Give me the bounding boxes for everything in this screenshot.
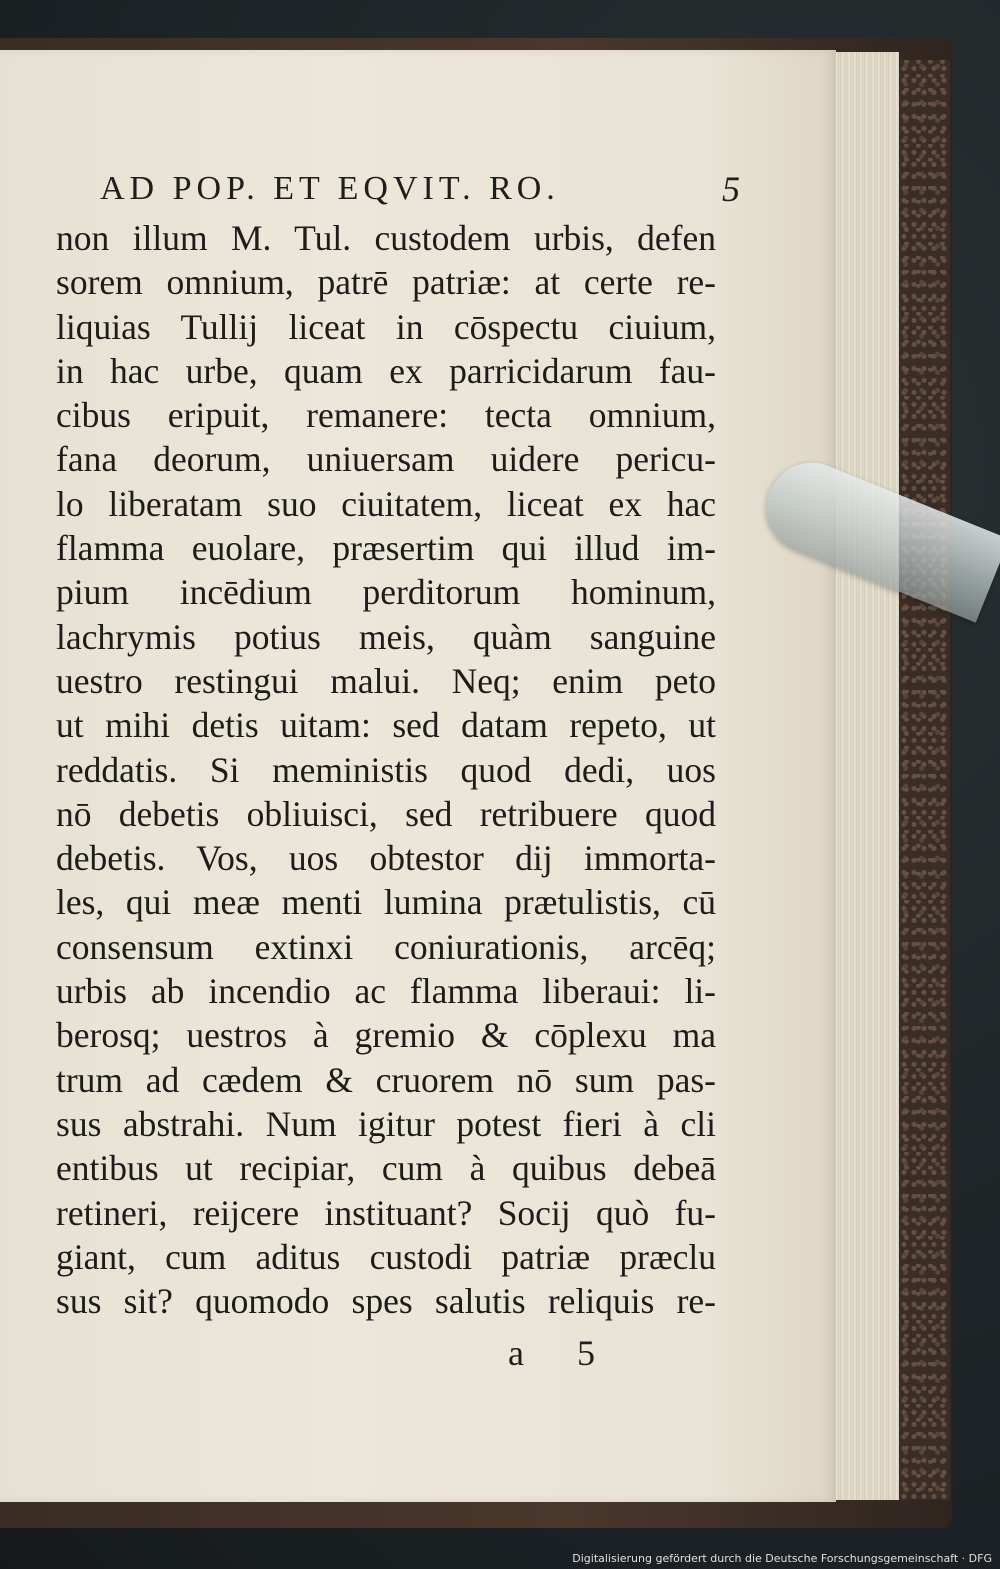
text-line: consensum extinxi coniurationis, arcēq; (56, 926, 716, 967)
text-line: urbis ab incendio ac flamma liberaui: li- (56, 971, 716, 1012)
text-line: lachrymis potius meis, quàm sanguine (56, 616, 716, 657)
text-line: ut mihi detis uitam: sed datam repeto, ut (56, 705, 716, 746)
text-line: sus sit? quomodo spes salutis reliquis re- (56, 1281, 716, 1322)
text-line: retineri, reijcere instituant? Socij quò fu- (56, 1192, 716, 1233)
text-line: lo liberatam suo ciuitatem, liceat ex hac (56, 483, 716, 524)
text-line: pium incēdium perditorum hominum, (56, 572, 716, 613)
text-line: trum ad cædem & cruorem nō sum pas- (56, 1059, 716, 1100)
text-line: nō debetis obliuisci, sed retribuere quod (56, 793, 716, 834)
text-line: sorem omnium, patrē patriæ: at certe re- (56, 262, 716, 303)
page-number: 5 (722, 169, 740, 209)
running-title: AD POP. ET EQVIT. RO. (100, 170, 560, 207)
text-line: entibus ut recipiar, cum à quibus debeā (56, 1148, 716, 1189)
text-line: reddatis. Si meministis quod dedi, uos (56, 749, 716, 790)
text-line: sus abstrahi. Num igitur potest fieri à cli (56, 1103, 716, 1144)
text-line: cibus eripuit, remanere: tecta omnium, (56, 395, 716, 436)
text-line: non illum M. Tul. custodem urbis, defen (56, 218, 716, 258)
page-block-edge (826, 52, 899, 1500)
text-line: flamma euolare, præsertim qui illud im- (56, 528, 716, 569)
text-line: in hac urbe, quam ex parricidarum fau- (56, 350, 716, 391)
text-line: debetis. Vos, uos obtestor dij immorta- (56, 838, 716, 879)
body-text (56, 216, 716, 1323)
text-line: uestro restingui malui. Neq; enim peto (56, 660, 716, 701)
text-line: les, qui meæ menti lumina prætulistis, cū (56, 882, 716, 923)
text-line: fana deorum, uniuersam uidere pericu- (56, 439, 716, 480)
digitization-credit: Digitalisierung gefördert durch die Deutsche Forschungsgemeinschaft · DFG (572, 1552, 992, 1565)
text-line: giant, cum aditus custodi patriæ præclu (56, 1236, 716, 1277)
text-line: berosq; uestros à gremio & cōplexu ma (56, 1015, 716, 1056)
text-line: liquias Tullij liceat in cōspectu ciuium, (56, 306, 716, 347)
signature-mark: a 5 (508, 1333, 617, 1373)
